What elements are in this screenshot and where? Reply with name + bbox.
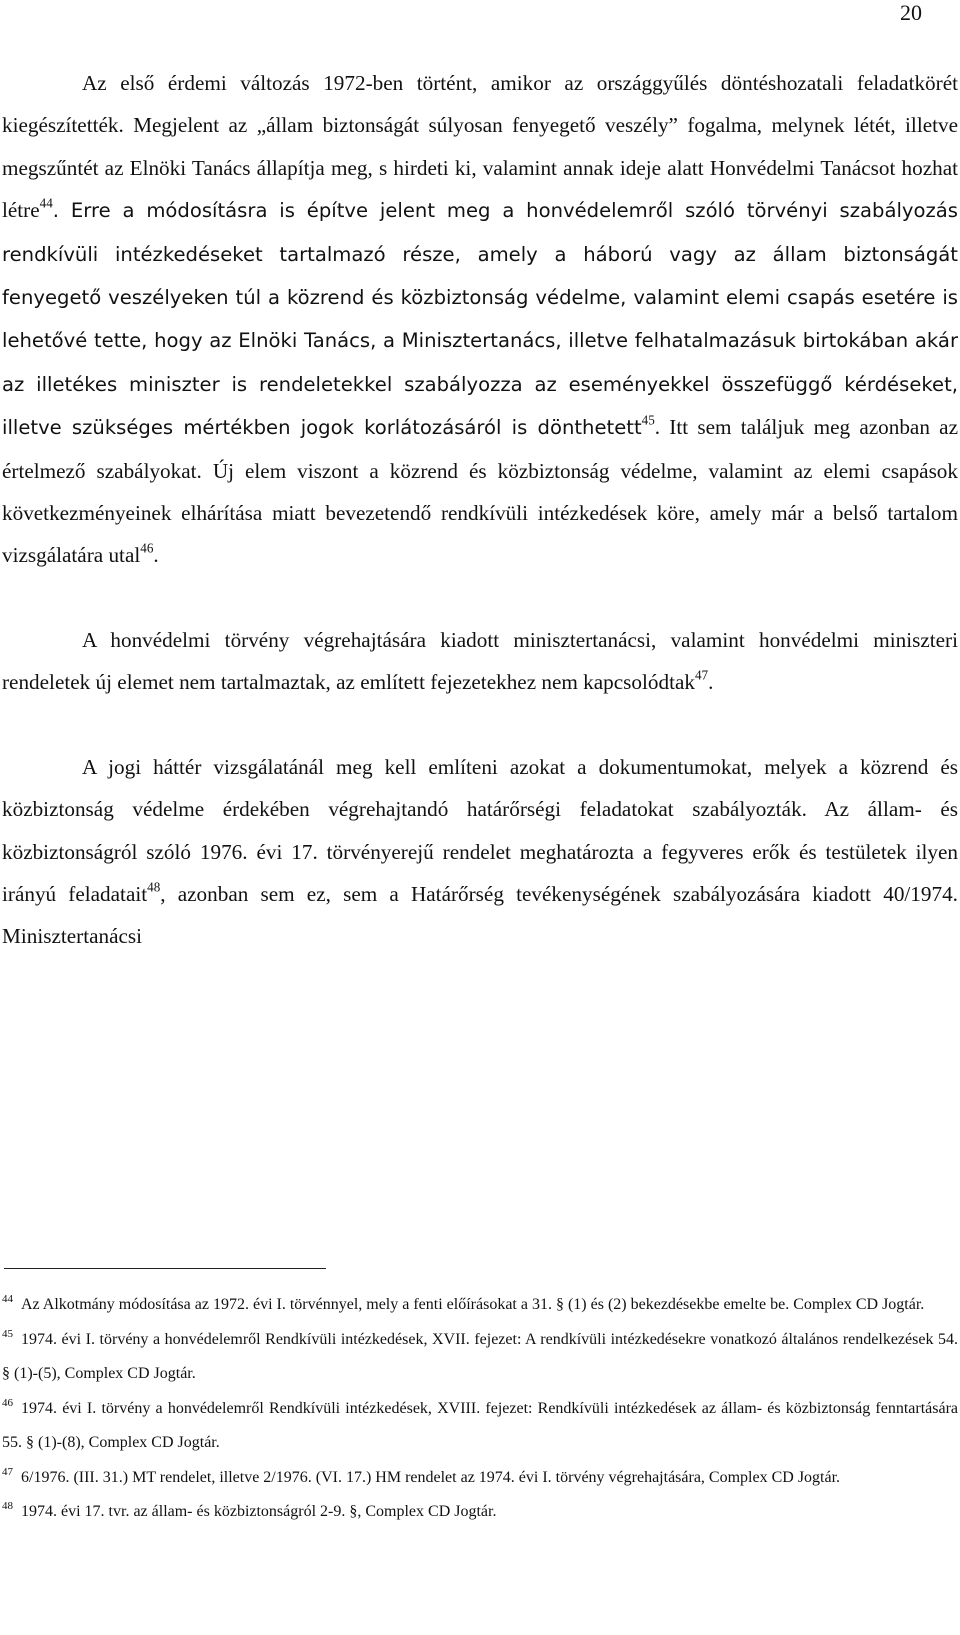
footnote-ref-46[interactable]: 46 — [140, 541, 154, 557]
body-text — [0, 62, 960, 958]
footnote-45 — [2, 1323, 958, 1392]
page-number: 20 — [900, 0, 922, 25]
footnote-mark: 48 — [2, 1500, 13, 1513]
footnote-44 — [2, 1288, 958, 1323]
footnote-text: 6/1976. (III. 31.) MT rendelet, illetve 2/1976. (VI. 17.) HM rendelet az 1974. évi I. törvény végrehajtására, Complex CD Jogtár. — [21, 1468, 841, 1486]
footnote-mark: 46 — [2, 1396, 13, 1409]
paragraph-3-text: A jogi háttér vizsgálatánál meg kell említeni azokat a dokumentumokat, melyek a közrend és közbiztonság védelme érdekében végrehajtandó határőrségi feladatokat szabályozták. Az állam- és közbiztonságról szóló 1976. évi 17. törvényerejű rendelet meghatározta a fegyveres erők és testületek ilyen irányú feladatait — [2, 754, 958, 906]
footnote-text: Az Alkotmány módosítása az 1972. évi I. törvénnyel, mely a fenti előírásokat a 31. § (1) és (2) bekezdésekbe emelte be. Complex CD Jogtár. — [21, 1296, 925, 1313]
paragraph-1 — [2, 62, 958, 577]
footnote-text: 1974. évi 17. tvr. az állam- és közbiztonságról 2-9. §, Complex CD Jogtár. — [21, 1503, 497, 1520]
paragraph-3 — [2, 746, 958, 958]
footnote-mark: 47 — [2, 1465, 13, 1478]
footnote-47 — [2, 1461, 958, 1496]
paragraph-1-lead: Az első érdemi változás 1972-ben történt, amikor az országgyűlés döntéshozatali feladatkörét kiegészítették. Megjelent az „állam biztonságát súlyosan fenyegető veszély” fogalma, melynek létét, illetve megszűntét az Elnöki Tanács állapítja meg, s hirdeti ki, valamint annak ideje alatt Honvédelmi Tanácsot hozhat létre — [2, 71, 958, 223]
paragraph-2-text: A honvédelmi törvény végrehajtására kiadott minisztertanácsi, valamint honvédelmi miniszteri rendeletek új elemet nem tartalmaztak, az említett fejezetekhez nem kapcsolódtak — [2, 627, 958, 695]
footnote-text: 1974. évi I. törvény a honvédelemről Rendkívüli intézkedések, XVII. fejezet: A rendkívüli intézkedésekre vonatkozó általános rendelkezések 54. § (1)-(5), Complex CD Jogtár. — [2, 1330, 958, 1382]
footnote-ref-48[interactable]: 48 — [147, 879, 161, 895]
footnote-text: 1974. évi I. törvény a honvédelemről Rendkívüli intézkedések, XVIII. fejezet: Rendkívüli intézkedések az állam- és közbiztonság fenntartására 55. § (1)-(8), Complex CD Jogtár. — [2, 1399, 958, 1451]
footnote-ref-45[interactable]: 45 — [641, 412, 655, 428]
paragraph-3-end: , azonban sem ez, sem a Határőrség tevékenységének szabályozására kiadott 40/1974. Minisztertanácsi — [2, 881, 958, 949]
paragraph-2-end: . — [708, 670, 714, 695]
paragraph-2 — [2, 619, 958, 704]
footnote-48 — [2, 1495, 958, 1530]
paragraph-1-mid: . Itt sem találjuk meg azonban az értelmező szabályokat. Új elem viszont a közrend és közbiztonság védelme, valamint az elemi csapások következményeinek elhárítása miatt bevezetendő rendkívüli intézkedések köre, amely már a belső tartalom vizsgálatára utal — [2, 415, 958, 568]
footnote-46 — [2, 1392, 958, 1461]
paragraph-1-sans-text: . Erre a módosításra is építve jelent meg a honvédelemről szóló törvényi szabályozás rendkívüli intézkedéseket tartalmazó része, amely a háború vagy az állam biztonságát fenyegető veszélyeken túl a közrend és közbiztonság védelme, valamint elemi csapás esetére is lehetővé tette, hogy az Elnöki Tanács, a Minisztertanács, illetve felhatalmazásuk birtokában akár az illetékes miniszter is rendeletekkel szabályozza az eseményekkel összefüggő kérdéseket, illetve szükséges mértékben jogok korlátozásáról is dönthetett — [2, 199, 958, 440]
footnote-ref-44[interactable]: 44 — [39, 195, 53, 211]
footnotes — [0, 1288, 960, 1530]
paragraph-1-end: . — [153, 543, 159, 568]
footnote-mark: 45 — [2, 1327, 13, 1340]
footnote-separator — [4, 1268, 326, 1269]
footnote-ref-47[interactable]: 47 — [694, 667, 709, 683]
footnote-mark: 44 — [2, 1293, 13, 1306]
